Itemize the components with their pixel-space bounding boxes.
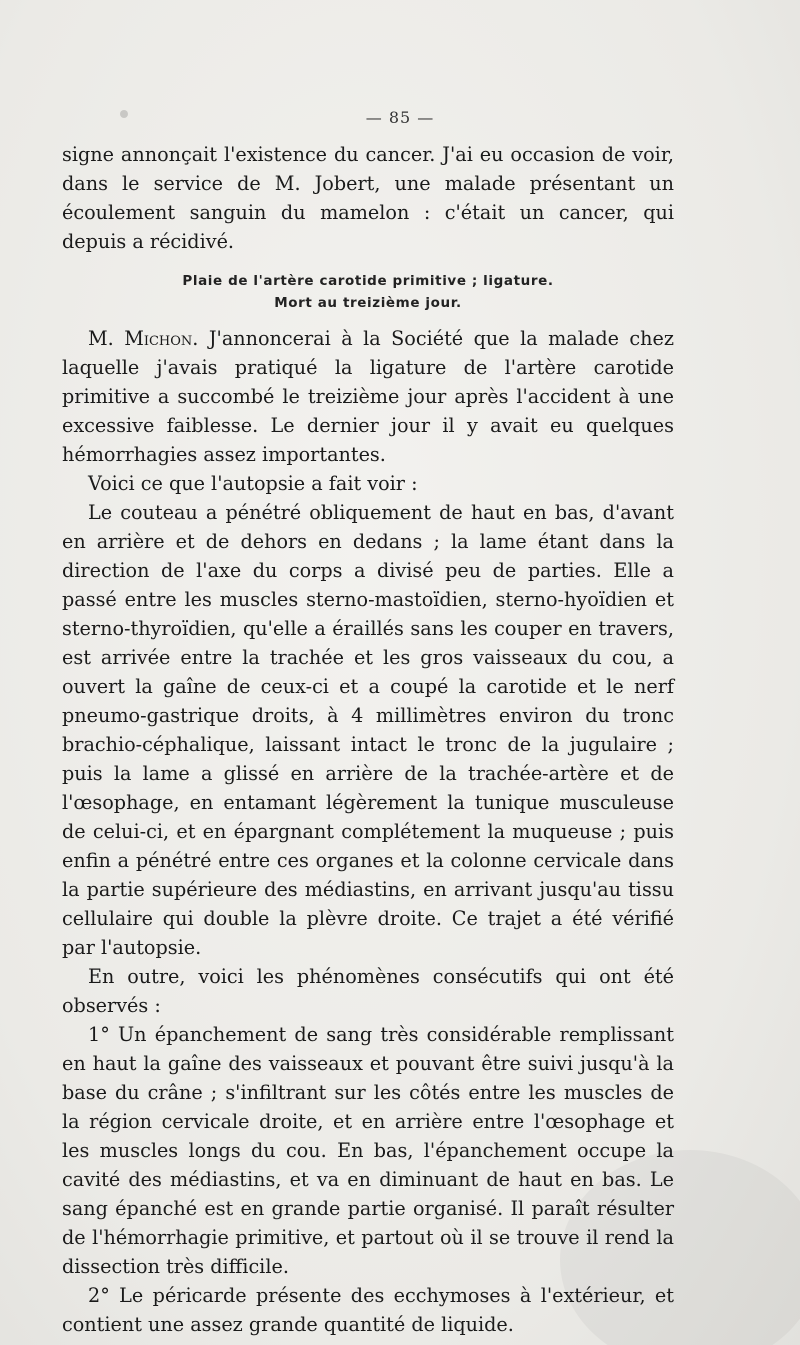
heading-line-2: Mort au treizième jour. bbox=[274, 295, 462, 311]
body-text bbox=[62, 140, 674, 1339]
paragraph-text: J'annoncerai à la Société que la malade chez laquelle j'avais pratiqué la ligature de l'artère carotide primitive a succombé le treizième jour après l'accident à une excessive faiblesse. Le dernier jour il y avait eu quelques hémorrhagies assez importantes. bbox=[62, 327, 674, 466]
heading-line-1: Plaie de l'artère carotide primitive ; ligature. bbox=[182, 273, 554, 289]
page-number: — 85 — bbox=[365, 108, 435, 127]
paragraph: 1° Un épanchement de sang très considérable remplissant en haut la gaîne des vaisseaux et pouvant être suivi jusqu'à la base du crâne ; s'infiltrant sur les côtés entre les muscles de la région cervicale droite, et en arrière entre l'œsophage et les muscles longs du cou. En bas, l'épanchement occupe la cavité des médiastins, et va en diminuant de haut en bas. Le sang épanché est en grande partie organisé. Il paraît résulter de l'hémorrhagie primitive, et partout où il se trouve il rend la dissection très difficile. bbox=[62, 1023, 674, 1278]
opening-paragraph: signe annonçait l'existence du cancer. J'ai eu occasion de voir, dans le service de M. Jobert, une malade présentant un écoulement sanguin du mamelon : c'était un cancer, qui depuis a récidivé. bbox=[62, 143, 674, 253]
section-heading bbox=[62, 270, 674, 314]
paragraph: En outre, voici les phénomènes consécutifs qui ont été observés : bbox=[62, 965, 674, 1017]
paragraph: 2° Le péricarde présente des ecchymoses à l'extérieur, et contient une assez grande quantité de liquide. bbox=[62, 1284, 674, 1336]
paragraph: Le couteau a pénétré obliquement de haut en bas, d'avant en arrière et de dehors en dedans ; la lame étant dans la direction de l'axe du corps a divisé peu de parties. Elle a passé entre les muscles sterno-mastoïdien, sterno-hyoïdien et sterno-thyroïdien, qu'elle a éraillés sans les couper en travers, est arrivée entre la trachée et les gros vaisseaux du cou, a ouvert la gaîne de ceux-ci et a coupé la carotide et le nerf pneumo-gastrique droits, à 4 millimètres environ du tronc brachio-céphalique, laissant intact le tronc de la jugulaire ; puis la lame a glissé en arrière de la trachée-artère et de l'œsophage, en entamant légèrement la tunique musculeuse de celui-ci, et en épargnant complétement la muqueuse ; puis enfin a pénétré entre ces organes et la colonne cervicale dans la partie supérieure des médiastins, en arrivant jusqu'au tissu cellulaire qui double la plèvre droite. Ce trajet a été vérifié par l'autopsie. bbox=[62, 501, 674, 959]
paragraph bbox=[62, 324, 674, 469]
paragraph: Voici ce que l'autopsie a fait voir : bbox=[88, 472, 418, 495]
speaker-name: M. Michon. bbox=[88, 327, 199, 350]
